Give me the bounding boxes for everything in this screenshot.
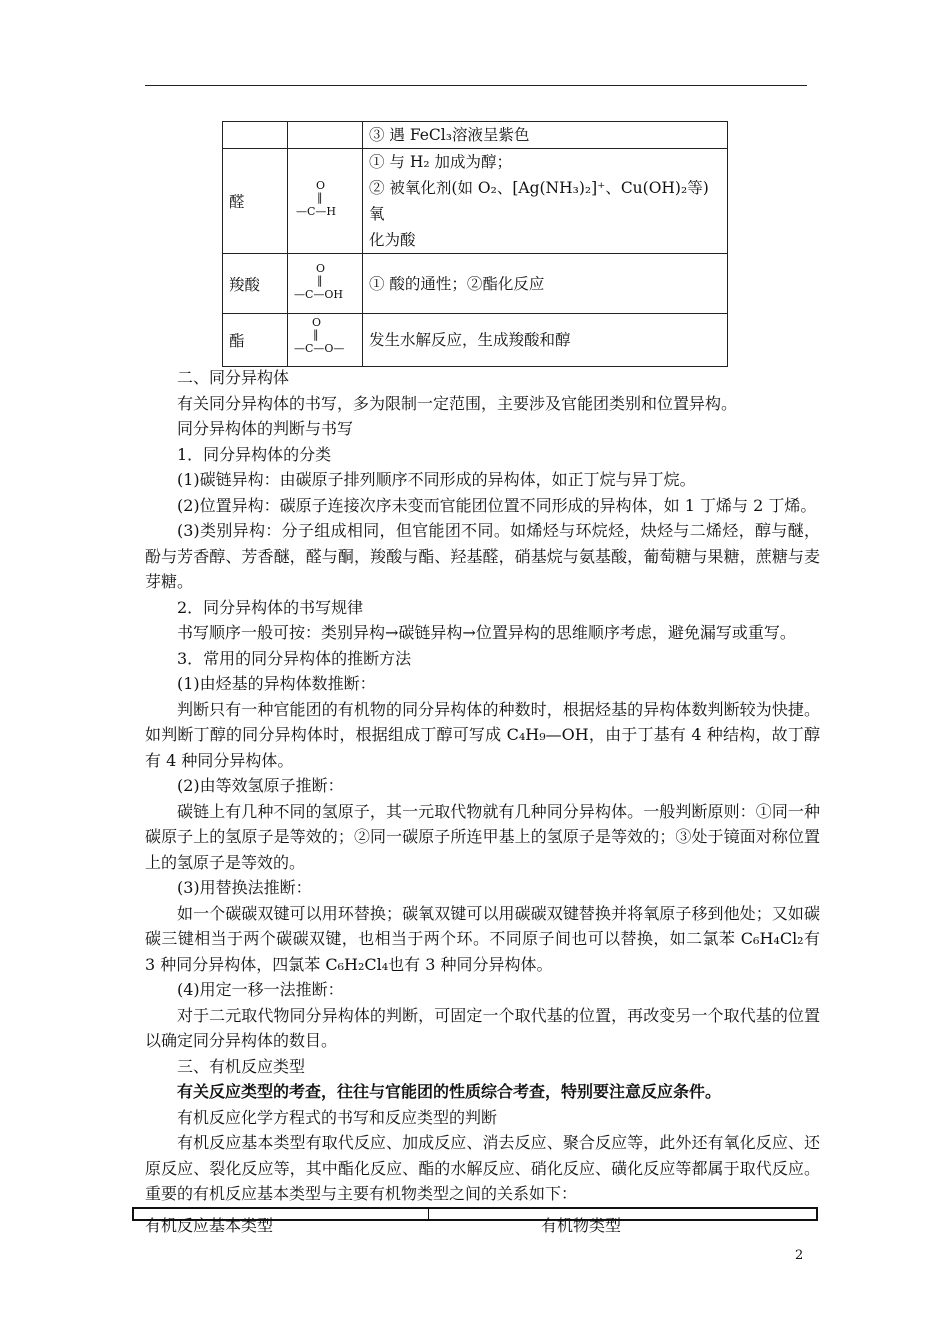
subheading: 3．常用的同分异构体的推断方法	[177, 648, 412, 668]
method-heading: (4)用定一移一法推断：	[177, 980, 344, 999]
method-heading: (3)用替换法推断：	[177, 878, 312, 897]
paragraph: 判断只有一种官能团的有机物的同分异构体的种数时，根据烃基的异构体数判断较为快捷。如判断丁醇的同分异构体时，根据组成丁醇可写成 C₄H₉—OH，由于丁基有 4 种结构，故丁醇有 4 种同分异构体。	[145, 699, 820, 770]
isomer-section	[145, 365, 820, 1207]
structure-formula: O ‖ —C—OH	[288, 254, 363, 314]
paragraph: 对于二元取代物同分异构体的判断，可固定一个取代基的位置，再改变另一个取代基的位置以确定同分异构体的数目。	[145, 1005, 820, 1050]
table-row	[223, 122, 728, 149]
table-row-acid	[223, 254, 728, 314]
section-heading: 三、有机反应类型	[177, 1056, 306, 1076]
table-header: 有机反应基本类型	[145, 1216, 274, 1235]
subheading: 有机反应化学方程式的书写和反应类型的判断	[177, 1107, 498, 1127]
property-cell: ③ 遇 FeCl₃溶液呈紫色	[363, 122, 728, 149]
property-cell: 发生水解反应，生成羧酸和醇	[363, 314, 728, 367]
subheading: 2．同分异构体的书写规律	[177, 597, 364, 617]
property-cell: ① 与 H₂ 加成为醇； ② 被氧化剂(如 O₂、[Ag(NH₃)₂]⁺、Cu(OH)₂等)氧 化为酸	[363, 149, 728, 254]
emphasis-note: 有关反应类型的考查，往往与官能团的性质综合考查，特别要注意反应条件。	[177, 1082, 722, 1101]
section-heading: 二、同分异构体	[177, 368, 290, 387]
header-rule	[145, 85, 807, 86]
group-name: 酯	[223, 314, 288, 367]
functional-group-table	[222, 121, 728, 367]
subheading: 同分异构体的判断与书写	[177, 419, 354, 438]
paragraph: (2)位置异构：碳原子连接次序未变而官能团位置不同形成的异构体，如 1 丁烯与 2 丁烯。	[177, 495, 817, 515]
structure-formula: O ‖ —C—O—	[288, 314, 363, 367]
subheading: 1．同分异构体的分类	[177, 444, 332, 464]
paragraph: 如一个碳碳双键可以用环替换；碳氧双键可以用碳碳双键替换并将氧原子移到他处；又如碳碳三键相当于两个碳碳双键，也相当于两个环。不同原子间也可以替换，如二氯苯 C₆H₄Cl₂有 3 种同分异构体，四氯苯 C₆H₂Cl₄也有 3 种同分异构体。	[145, 903, 820, 974]
paragraph: 有关同分异构体的书写，多为限制一定范围，主要涉及官能团类别和位置异构。	[177, 393, 738, 413]
table-row-ester	[223, 314, 728, 367]
paragraph: 有机反应基本类型有取代反应、加成反应、消去反应、聚合反应等，此外还有氧化反应、还原反应、裂化反应等，其中酯化反应、酯的水解反应、硝化反应、磺化反应等都属于取代反应。重要的有机反应基本类型与主要有机物类型之间的关系如下：	[145, 1133, 820, 1203]
group-name: 醛	[223, 149, 288, 254]
paragraph: (1)碳链异构：由碳原子排列顺序不同形成的异构体，如正丁烷与异丁烷。	[177, 470, 696, 489]
property-cell: ① 酸的通性；②酯化反应	[363, 254, 728, 314]
table-row-aldehyde	[223, 149, 728, 254]
structure-formula: O ‖ —C—H	[288, 149, 363, 254]
page-number: 2	[795, 1248, 804, 1263]
method-heading: (2)由等效氢原子推断：	[177, 776, 344, 795]
method-heading: (1)由烃基的异构体数推断：	[177, 674, 376, 693]
group-name: 羧酸	[223, 254, 288, 314]
paragraph: 碳链上有几种不同的氢原子，其一元取代物就有几种同分异构体。一般判断原则：①同一种碳原子上的氢原子是等效的；②同一碳原子所连甲基上的氢原子是等效的；③处于镜面对称位置上的氢原子是等效的。	[145, 801, 820, 872]
table-header: 有机物类型	[541, 1216, 622, 1235]
paragraph: (3)类别异构：分子组成相同，但官能团不同。如烯烃与环烷烃，炔烃与二烯烃，醇与醚，酚与芳香醇、芳香醚，醛与酮，羧酸与酯、羟基醛，硝基烷与氨基酸，葡萄糖与果糖，蔗糖与麦芽糖。	[145, 521, 820, 591]
paragraph: 书写顺序一般可按：类别异构→碳链异构→位置异构的思维顺序考虑，避免漏写或重写。	[177, 623, 796, 642]
